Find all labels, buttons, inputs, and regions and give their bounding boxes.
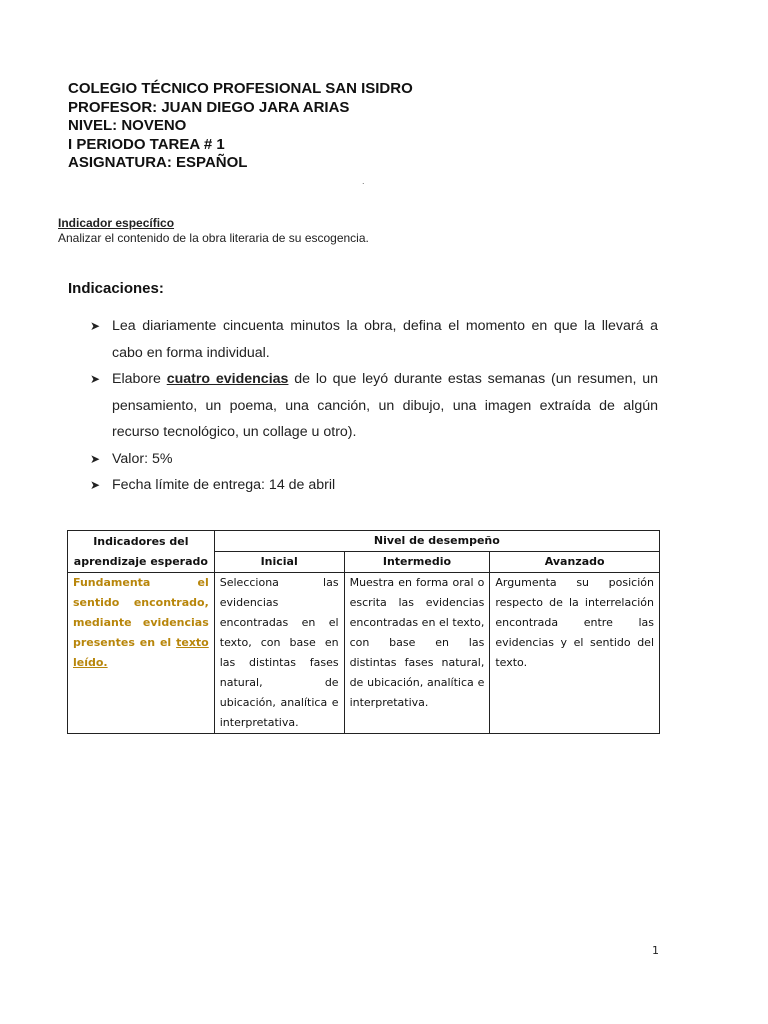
document-header: [68, 80, 413, 173]
list-item: [90, 366, 658, 446]
list-item: [90, 472, 658, 499]
rubric-table: [67, 530, 660, 734]
bullet-text-pre: Elabore: [112, 371, 167, 387]
bullet-text-post: de lo que leyó durante estas semanas (un resumen, un pensamiento, un poema, una canción, un dibujo, una imagen extraída de algún recurso tecnológico, un collage u otro).: [112, 371, 658, 440]
indicaciones-list: [90, 313, 658, 499]
indicador-text: Fundamenta el sentido encontrado, mediante evidencias presentes en el: [73, 576, 209, 649]
bullet-text: Fecha límite de entrega: 14 de abril: [112, 477, 336, 493]
indicaciones-title: Indicaciones:: [68, 280, 164, 297]
list-item: [90, 313, 658, 366]
indicador-description: Analizar el contenido de la obra literaria de su escogencia.: [58, 231, 369, 245]
indicador-link-text: texto leído.: [73, 636, 209, 669]
header-nivel-desempeno: Nivel de desempeño: [214, 531, 659, 552]
table-header-row: [68, 531, 660, 552]
stray-dot: .: [362, 176, 365, 186]
cell-avanzado: Argumenta su posición respecto de la interrelación encontrada entre las evidencias y el sentido del texto.: [490, 573, 660, 734]
list-item: [90, 446, 658, 473]
header-inicial: Inicial: [214, 552, 344, 573]
level: NIVEL: NOVENO: [68, 117, 187, 134]
cell-intermedio: Muestra en forma oral o escrita las evidencias encontradas en el texto, con base en las distintas fases natural, de ubicación, analítica e interpretativa.: [344, 573, 490, 734]
arrow-bullet-icon: ➤: [90, 319, 101, 333]
arrow-bullet-icon: ➤: [90, 451, 101, 466]
cell-indicador: [68, 573, 215, 734]
teacher-name: PROFESOR: JUAN DIEGO JARA ARIAS: [68, 98, 350, 116]
bullet-text: Lea diariamente cincuenta minutos la obra, defina el momento en que la llevará a cabo en forma individual.: [112, 318, 658, 361]
indicador-section: [58, 216, 369, 246]
header-intermedio: Intermedio: [344, 552, 490, 573]
assignment-period: I PERIODO TAREA # 1: [68, 135, 225, 153]
table-row: [68, 573, 660, 734]
subject: ASIGNATURA: ESPAÑOL: [68, 154, 248, 171]
cell-inicial: Selecciona las evidencias encontradas en el texto, con base en las distintas fases natural, de ubicación, analítica e interpretativa.: [214, 573, 344, 734]
arrow-bullet-icon: ➤: [90, 478, 101, 492]
page-number: 1: [652, 944, 659, 957]
bullet-emphasis: cuatro evidencias: [166, 371, 289, 387]
school-name: COLEGIO TÉCNICO PROFESIONAL SAN ISIDRO: [68, 80, 413, 97]
header-avanzado: Avanzado: [490, 552, 660, 573]
bullet-text: Valor: 5%: [112, 450, 173, 467]
arrow-bullet-icon: ➤: [90, 372, 101, 386]
indicador-title: Indicador específico: [58, 216, 175, 230]
header-indicadores: Indicadores del aprendizaje esperado: [68, 531, 215, 573]
